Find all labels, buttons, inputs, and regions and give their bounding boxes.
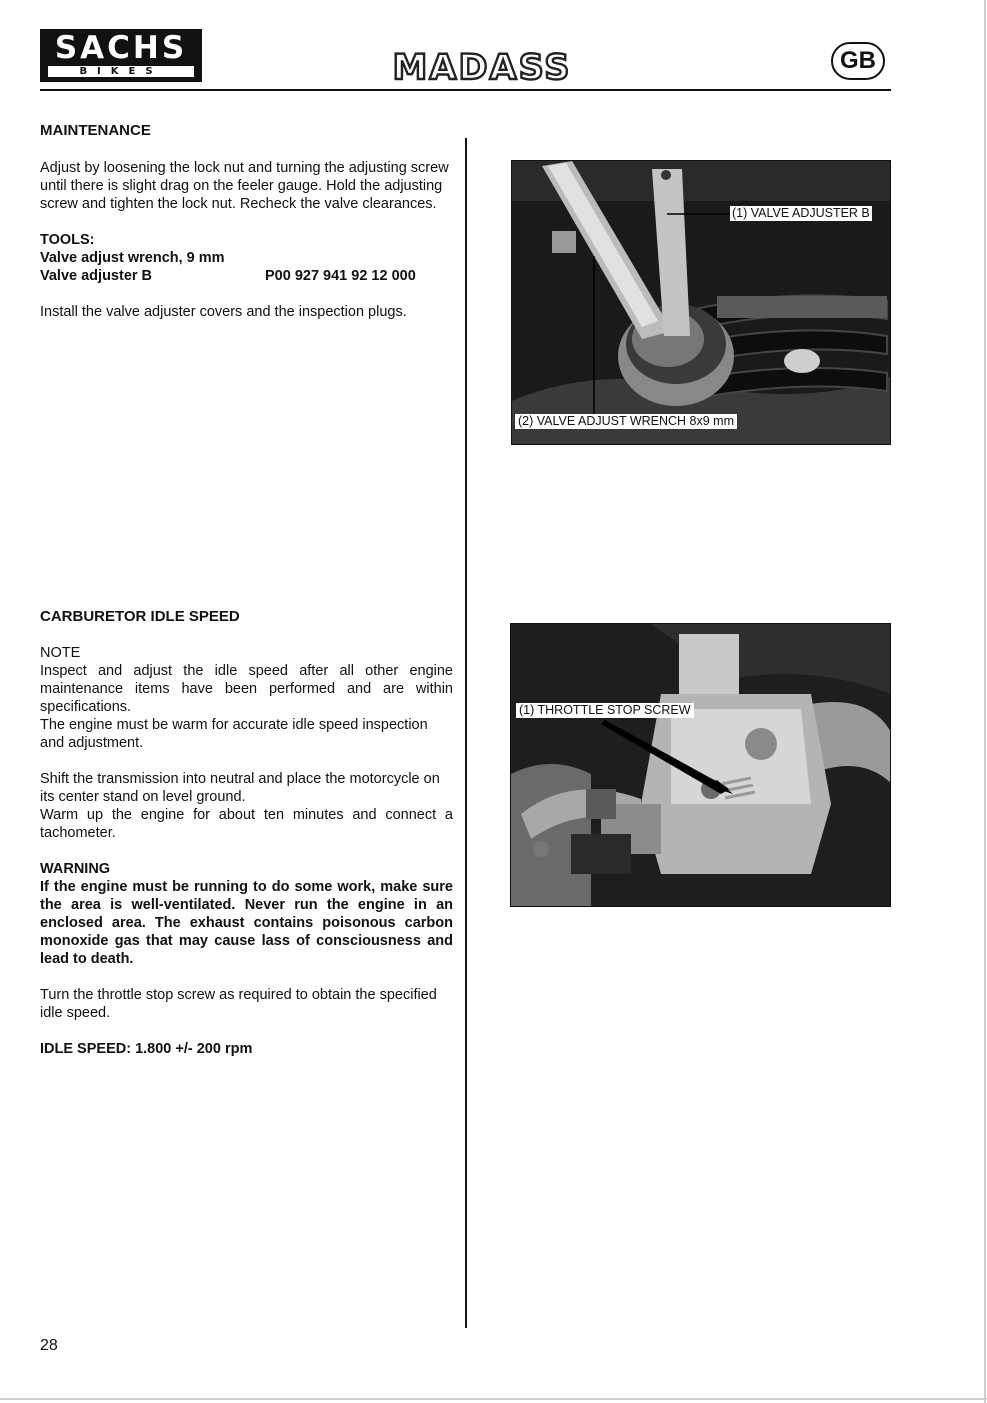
tool-row — [40, 267, 453, 285]
valve-adjust-photo — [511, 160, 891, 445]
carb-photo-illustration — [511, 624, 891, 907]
note-text-warm: The engine must be warm for accurate idle speed inspection and adjustment. — [40, 717, 428, 751]
tool-code: P00 927 941 92 12 000 — [265, 268, 416, 284]
warning-text: If the engine must be running to do some work, make sure the area is well-ventilated. Never run the engine in an enclosed area. The exhaust contains poisonous carbon monoxide gas that may cause lass of consciousness and lead to death. — [40, 879, 453, 967]
note-text: Inspect and adjust the idle speed after all other engine maintenance items have been performed and are within specifications. — [40, 663, 453, 715]
install-text: Install the valve adjuster covers and the inspection plugs. — [40, 304, 407, 320]
tool-row — [40, 249, 453, 267]
maintenance-paragraph: Adjust by loosening the lock nut and turning the adjusting screw until there is slight drag on the feeler gauge. Hold the adjusting screw and tighten the lock nut. Recheck the valve clearances. — [40, 160, 449, 212]
valve-wrench-callout: (2) VALVE ADJUST WRENCH 8x9 mm — [515, 414, 737, 429]
throttle-stop-screw-callout: (1) THROTTLE STOP SCREW — [516, 703, 694, 718]
throttle-text: Turn the throttle stop screw as required to obtain the specified idle speed. — [40, 987, 437, 1021]
tool-name: Valve adjuster B — [40, 268, 153, 284]
note-label: NOTE — [40, 645, 81, 661]
idle-speed-spec: IDLE SPEED: 1.800 +/- 200 rpm — [40, 1041, 253, 1057]
section-title-maintenance: MAINTENANCE — [40, 122, 151, 139]
section-title-carburetor: CARBURETOR IDLE SPEED — [40, 608, 240, 625]
madass-brand: MADASS — [392, 48, 572, 88]
logo-sub-text: BIKES — [79, 66, 163, 77]
tools-label: TOOLS: — [40, 232, 95, 248]
warmup-text: Warm up the engine for about ten minutes and connect a tachometer. — [40, 807, 453, 841]
column-divider — [465, 138, 467, 1328]
shift-text: Shift the transmission into neutral and place the motorcycle on its center stand on level ground. — [40, 771, 440, 805]
valve-adjuster-callout: (1) VALVE ADJUSTER B — [732, 206, 870, 220]
page-number: 28 — [40, 1337, 58, 1354]
valve-photo-illustration — [512, 161, 891, 445]
carburetor-photo — [510, 623, 891, 907]
tool-name: Valve adjust wrench, 9 mm — [40, 250, 225, 266]
language-badge: GB — [831, 42, 885, 80]
page-edge-bottom — [0, 1398, 987, 1400]
header-rule — [40, 89, 891, 91]
logo-main-text: SACHS — [54, 30, 188, 66]
warning-label: WARNING — [40, 861, 111, 877]
sachs-logo — [40, 29, 202, 82]
page-edge-right — [984, 0, 986, 1403]
